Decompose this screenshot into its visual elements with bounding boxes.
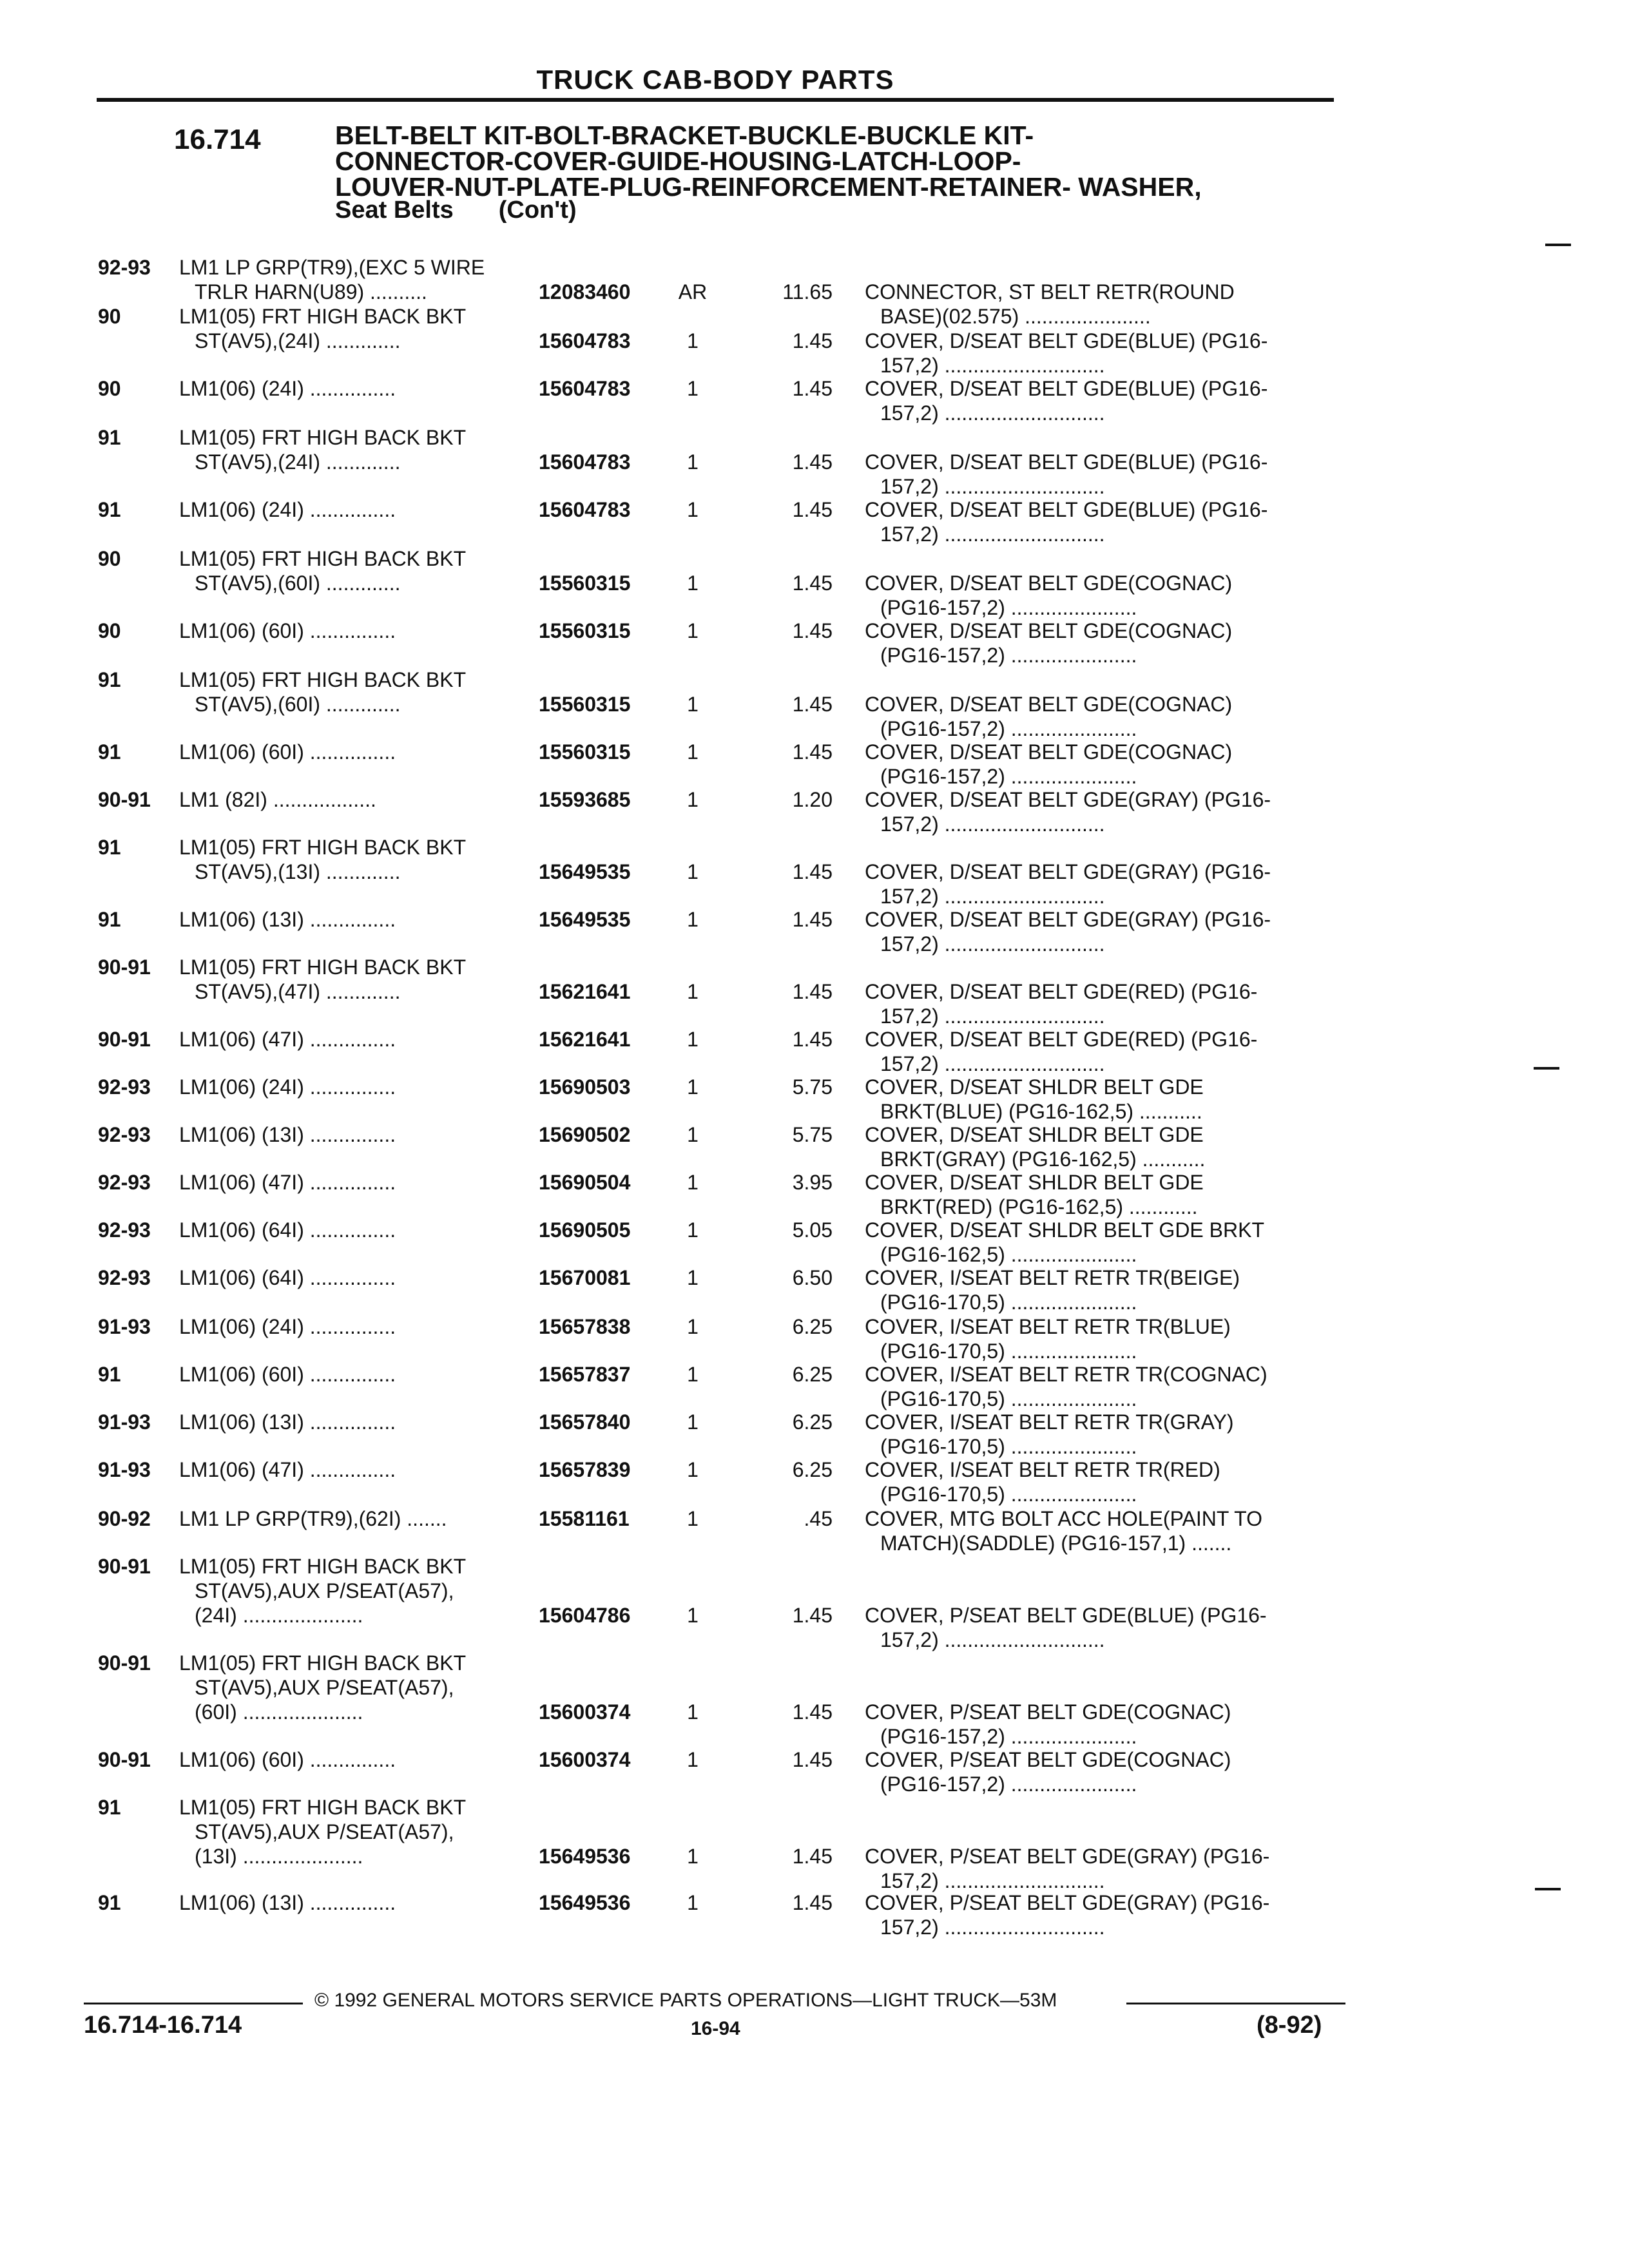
usage-line: ST(AV5),(13I) ............. [195,860,401,883]
usage-line: ST(AV5),(24I) ............. [195,329,401,352]
usage-description [179,1218,527,1242]
part-description [865,979,1335,1028]
model-years: 91 [98,908,121,931]
model-years: 91 [98,426,121,449]
continued-label: (Con't) [498,197,577,224]
usage-description [179,1265,527,1290]
description-line: (PG16-170,5) ...................... [880,1435,1137,1458]
model-years: 90 [98,305,121,328]
usage-line: LM1(05) FRT HIGH BACK BKT [179,426,467,449]
description-line: 157,2) ............................ [880,401,1105,425]
part-number: 15560315 [539,619,631,642]
description-line: (PG16-170,5) ...................... [880,1291,1137,1314]
quantity: 1 [687,1845,699,1868]
price: 5.75 [792,1123,833,1146]
description-line: COVER, I/SEAT BELT RETR TR(GRAY) [865,1410,1234,1434]
model-years: 91 [98,1363,121,1386]
price: 1.45 [792,693,833,716]
part-description [865,497,1335,546]
section-heading: BELT-BELT KIT-BOLT-BRACKET-BUCKLE-BUCKLE KIT- CONNECTOR-COVER-GUIDE-HOUSING-LATCH-LOOP- LOUVER-NUT-PLATE-PLUG-REINFORCEMENT-RETAINER- WASHER, [335,120,1202,202]
usage-description [179,425,527,474]
header-rule [97,98,1334,102]
footer-rule-right [1126,2003,1345,2004]
quantity: AR [678,280,708,303]
usage-description [179,1795,527,1869]
quantity: 1 [687,329,699,352]
quantity: 1 [687,1410,699,1434]
model-years: 90-91 [98,788,151,811]
model-years: 92-93 [98,256,151,279]
description-line: (PG16-157,2) ...................... [880,1773,1137,1796]
edge-tick-mark [1545,244,1571,246]
part-description [865,1457,1335,1506]
price: 1.45 [792,980,833,1003]
part-number: 15657838 [539,1315,631,1338]
part-description [865,1506,1335,1555]
part-number: 15649535 [539,908,631,931]
part-description [865,1170,1335,1219]
quantity: 1 [687,740,699,764]
usage-description [179,1410,527,1434]
description-line: BASE)(02.575) ...................... [880,305,1151,328]
price: 1.45 [792,450,833,474]
part-number: 15560315 [539,693,631,716]
part-number: 15657839 [539,1458,631,1481]
part-description [865,571,1335,620]
part-description [865,1265,1335,1314]
part-description [865,376,1335,425]
usage-line: LM1(06) (24I) ............... [179,1075,396,1099]
usage-description [179,787,527,812]
part-description [865,619,1335,668]
part-description [865,1362,1335,1411]
model-years: 91-93 [98,1315,151,1338]
usage-line: LM1(06) (60I) ............... [179,1363,396,1386]
model-years: 90-91 [98,1028,151,1051]
price: 1.45 [792,1700,833,1724]
quantity: 1 [687,1891,699,1914]
usage-line: LM1(06) (24I) ............... [179,1315,396,1338]
description-line: COVER, D/SEAT SHLDR BELT GDE BRKT [865,1218,1264,1242]
description-line: 157,2) ............................ [880,354,1105,377]
quantity: 1 [687,1075,699,1099]
description-line: COVER, P/SEAT BELT GDE(GRAY) (PG16- [865,1845,1270,1868]
description-line: COVER, D/SEAT BELT GDE(COGNAC) [865,619,1233,642]
description-line: (PG16-162,5) ...................... [880,1243,1137,1266]
quantity: 1 [687,1458,699,1481]
part-number: 15690504 [539,1171,631,1194]
quantity: 1 [687,1028,699,1051]
description-line: BRKT(BLUE) (PG16-162,5) ........... [880,1100,1202,1123]
part-number: 15600374 [539,1748,631,1771]
part-number: 15604786 [539,1604,631,1627]
part-number: 15604783 [539,498,631,521]
usage-line: LM1(06) (13I) ............... [179,908,396,931]
part-number: 15600374 [539,1700,631,1724]
description-line: 157,2) ............................ [880,475,1105,498]
usage-line: LM1(05) FRT HIGH BACK BKT [179,305,467,328]
usage-line: LM1(06) (64I) ............... [179,1218,396,1242]
model-years: 91-93 [98,1458,151,1481]
part-number: 15690502 [539,1123,631,1146]
part-number: 15560315 [539,740,631,764]
part-description [865,1844,1335,1893]
description-line: 157,2) ............................ [880,812,1105,836]
part-number: 15621641 [539,1028,631,1051]
usage-line: ST(AV5),AUX P/SEAT(A57), [195,1820,454,1843]
quantity: 1 [687,1748,699,1771]
usage-line: LM1 (82I) .................. [179,788,376,811]
price: 1.45 [792,860,833,883]
usage-line: LM1(06) (47I) ............... [179,1458,396,1481]
price: 1.45 [792,1748,833,1771]
description-line: (PG16-170,5) ...................... [880,1387,1137,1410]
part-number: 15657840 [539,1410,631,1434]
part-description [865,1410,1335,1459]
description-line: COVER, I/SEAT BELT RETR TR(RED) [865,1458,1220,1481]
price: 6.25 [792,1363,833,1386]
quantity: 1 [687,1507,699,1530]
model-years: 91-93 [98,1410,151,1434]
description-line: BRKT(RED) (PG16-162,5) ............ [880,1195,1198,1218]
edge-tick-mark [1535,1888,1561,1890]
description-line: COVER, D/SEAT BELT GDE(BLUE) (PG16- [865,377,1268,400]
usage-description [179,1747,527,1772]
description-line: 157,2) ............................ [880,932,1105,956]
footer-section-range: 16.714-16.714 [84,2012,242,2039]
description-line: 157,2) ............................ [880,1004,1105,1028]
part-number: 15649536 [539,1845,631,1868]
description-line: CONNECTOR, ST BELT RETR(ROUND [865,280,1235,303]
price: 1.45 [792,908,833,931]
quantity: 1 [687,1218,699,1242]
description-line: COVER, D/SEAT BELT GDE(COGNAC) [865,693,1233,716]
description-line: 157,2) ............................ [880,1052,1105,1075]
part-description [865,692,1335,741]
model-years: 91 [98,740,121,764]
usage-line: ST(AV5),(47I) ............. [195,980,401,1003]
usage-line: LM1(06) (64I) ............... [179,1266,396,1289]
part-description [865,860,1335,908]
footer-page-number: 16-94 [691,2018,740,2039]
model-years: 90-91 [98,956,151,979]
quantity: 1 [687,1123,699,1146]
usage-line: ST(AV5),(24I) ............. [195,450,401,474]
price: 1.45 [792,1845,833,1868]
usage-description [179,835,527,884]
description-line: (PG16-157,2) ...................... [880,1725,1137,1748]
usage-line: LM1(05) FRT HIGH BACK BKT [179,956,467,979]
part-description [865,1314,1335,1363]
quantity: 1 [687,908,699,931]
footer-rule-left [84,2003,303,2004]
usage-line: LM1(06) (13I) ............... [179,1123,396,1146]
quantity: 1 [687,498,699,521]
usage-description [179,668,527,716]
model-years: 92-93 [98,1075,151,1099]
part-description [865,1747,1335,1796]
model-years: 91 [98,498,121,521]
description-line: COVER, D/SEAT SHLDR BELT GDE [865,1123,1204,1146]
usage-line: ST(AV5),(60I) ............. [195,693,401,716]
usage-line: LM1(05) FRT HIGH BACK BKT [179,668,467,691]
usage-line: (60I) ..................... [195,1700,363,1724]
footer-date: (8-92) [1257,2012,1322,2039]
part-number: 12083460 [539,280,631,303]
usage-line: ST(AV5),AUX P/SEAT(A57), [195,1676,454,1699]
usage-line: LM1(05) FRT HIGH BACK BKT [179,547,467,570]
section-number: 16.714 [174,124,261,155]
model-years: 92-93 [98,1218,151,1242]
description-line: 157,2) ............................ [880,885,1105,908]
part-description [865,329,1335,378]
part-number: 15670081 [539,1266,631,1289]
usage-line: LM1(06) (24I) ............... [179,498,396,521]
usage-line: LM1(05) FRT HIGH BACK BKT [179,1651,467,1675]
description-line: 157,2) ............................ [880,1628,1105,1651]
description-line: (PG16-170,5) ...................... [880,1483,1137,1506]
part-number: 15690505 [539,1218,631,1242]
price: 1.20 [792,788,833,811]
quantity: 1 [687,1700,699,1724]
description-line: 157,2) ............................ [880,523,1105,546]
part-description [865,907,1335,956]
description-line: COVER, P/SEAT BELT GDE(COGNAC) [865,1748,1231,1771]
part-number: 15581161 [539,1507,630,1530]
part-description [865,1700,1335,1749]
model-years: 92-93 [98,1123,151,1146]
usage-line: ST(AV5),AUX P/SEAT(A57), [195,1579,454,1602]
description-line: COVER, D/SEAT BELT GDE(BLUE) (PG16- [865,450,1268,474]
part-description [865,1603,1335,1652]
usage-line: LM1(06) (47I) ............... [179,1171,396,1194]
model-years: 90-91 [98,1748,151,1771]
description-line: 157,2) ............................ [880,1916,1105,1939]
usage-description [179,1457,527,1482]
usage-description [179,1554,527,1628]
description-line: COVER, I/SEAT BELT RETR TR(BEIGE) [865,1266,1240,1289]
usage-description [179,907,527,932]
part-number: 15621641 [539,980,631,1003]
usage-description [179,1506,527,1531]
usage-line: LM1(06) (24I) ............... [179,377,396,400]
quantity: 1 [687,572,699,595]
price: 1.45 [792,619,833,642]
usage-description [179,619,527,643]
quantity: 1 [687,450,699,474]
part-number: 15560315 [539,572,631,595]
model-years: 91 [98,1891,121,1914]
part-description [865,740,1335,789]
usage-line: TRLR HARN(U89) .......... [195,280,427,303]
usage-description [179,955,527,1004]
description-line: COVER, D/SEAT BELT GDE(RED) (PG16- [865,980,1258,1003]
usage-line: (13I) ..................... [195,1845,363,1868]
model-years: 90 [98,377,121,400]
description-line: (PG16-157,2) ...................... [880,644,1137,667]
usage-description [179,1027,527,1052]
subheading-text: Seat Belts [335,197,454,224]
model-years: 91 [98,1796,121,1819]
description-line: COVER, D/SEAT BELT GDE(COGNAC) [865,572,1233,595]
price: 6.25 [792,1458,833,1481]
usage-line: LM1(05) FRT HIGH BACK BKT [179,1796,467,1819]
part-description [865,1890,1335,1939]
price: 1.45 [792,572,833,595]
page-header-title: TRUCK CAB-BODY PARTS [536,64,894,95]
price: 1.45 [792,740,833,764]
description-line: (PG16-157,2) ...................... [880,717,1137,740]
description-line: COVER, I/SEAT BELT RETR TR(BLUE) [865,1315,1231,1338]
usage-description [179,255,527,304]
edge-tick-mark [1534,1067,1559,1070]
model-years: 90 [98,619,121,642]
quantity: 1 [687,788,699,811]
description-line: MATCH)(SADDLE) (PG16-157,1) ....... [880,1532,1232,1555]
description-line: COVER, P/SEAT BELT GDE(GRAY) (PG16- [865,1891,1270,1914]
price: 3.95 [792,1171,833,1194]
part-description [865,1075,1335,1124]
usage-line: (24I) ..................... [195,1604,363,1627]
part-number: 15604783 [539,377,631,400]
usage-description [179,1651,527,1724]
part-description [865,450,1335,499]
quantity: 1 [687,1171,699,1194]
description-line: COVER, MTG BOLT ACC HOLE(PAINT TO [865,1507,1263,1530]
usage-line: LM1(06) (60I) ............... [179,1748,396,1771]
price: 6.50 [792,1266,833,1289]
usage-line: LM1(05) FRT HIGH BACK BKT [179,836,467,859]
price: 1.45 [792,1891,833,1914]
quantity: 1 [687,1363,699,1386]
description-line: 157,2) ............................ [880,1869,1105,1892]
section-subheading [335,197,577,224]
part-number: 15649536 [539,1891,631,1914]
quantity: 1 [687,1604,699,1627]
part-number: 15604783 [539,329,631,352]
part-description [865,280,1335,329]
usage-line: LM1(05) FRT HIGH BACK BKT [179,1555,467,1578]
part-number: 15604783 [539,450,631,474]
description-line: COVER, D/SEAT BELT GDE(BLUE) (PG16- [865,329,1268,352]
description-line: (PG16-157,2) ...................... [880,765,1137,788]
price: 6.25 [792,1315,833,1338]
model-years: 90-92 [98,1507,151,1530]
description-line: COVER, I/SEAT BELT RETR TR(COGNAC) [865,1363,1268,1386]
usage-description [179,497,527,522]
description-line: COVER, D/SEAT BELT GDE(COGNAC) [865,740,1233,764]
description-line: COVER, D/SEAT BELT GDE(GRAY) (PG16- [865,908,1271,931]
usage-line: LM1(06) (13I) ............... [179,1891,396,1914]
quantity: 1 [687,1266,699,1289]
description-line: BRKT(GRAY) (PG16-162,5) ........... [880,1148,1206,1171]
price: 11.65 [782,280,833,303]
price: 1.45 [792,377,833,400]
part-description [865,1122,1335,1171]
price: 5.05 [792,1218,833,1242]
part-description [865,1027,1335,1076]
description-line: COVER, D/SEAT SHLDR BELT GDE [865,1075,1204,1099]
description-line: COVER, D/SEAT BELT GDE(BLUE) (PG16- [865,498,1268,521]
usage-description [179,1075,527,1099]
quantity: 1 [687,693,699,716]
price: 6.25 [792,1410,833,1434]
quantity: 1 [687,1315,699,1338]
part-description [865,787,1335,836]
quantity: 1 [687,860,699,883]
part-number: 15690503 [539,1075,631,1099]
price: 1.45 [792,1028,833,1051]
usage-line: LM1 LP GRP(TR9),(62I) ....... [179,1507,447,1530]
usage-description [179,1314,527,1339]
model-years: 92-93 [98,1171,151,1194]
usage-description [179,376,527,401]
usage-line: LM1(06) (13I) ............... [179,1410,396,1434]
part-number: 15649535 [539,860,631,883]
description-line: COVER, D/SEAT BELT GDE(GRAY) (PG16- [865,860,1271,883]
model-years: 92-93 [98,1266,151,1289]
price: 5.75 [792,1075,833,1099]
model-years: 90 [98,547,121,570]
description-line: COVER, D/SEAT SHLDR BELT GDE [865,1171,1204,1194]
quantity: 1 [687,377,699,400]
description-line: COVER, P/SEAT BELT GDE(BLUE) (PG16- [865,1604,1267,1627]
description-line: (PG16-157,2) ...................... [880,596,1137,619]
price: 1.45 [792,329,833,352]
part-number: 15657837 [539,1363,631,1386]
quantity: 1 [687,619,699,642]
model-years: 90-91 [98,1651,151,1675]
usage-line: LM1(06) (60I) ............... [179,740,396,764]
usage-description [179,1122,527,1147]
usage-description [179,546,527,595]
description-line: COVER, P/SEAT BELT GDE(COGNAC) [865,1700,1231,1724]
price: 1.45 [792,1604,833,1627]
model-years: 91 [98,668,121,691]
usage-description [179,1170,527,1195]
description-line: COVER, D/SEAT BELT GDE(GRAY) (PG16- [865,788,1271,811]
quantity: 1 [687,980,699,1003]
model-years: 91 [98,836,121,859]
part-number: 15593685 [539,788,631,811]
part-description [865,1218,1335,1267]
price: .45 [804,1507,833,1530]
usage-line: LM1(06) (47I) ............... [179,1028,396,1051]
usage-line: ST(AV5),(60I) ............. [195,572,401,595]
model-years: 90-91 [98,1555,151,1578]
description-line: (PG16-170,5) ...................... [880,1340,1137,1363]
usage-description [179,304,527,353]
usage-description [179,740,527,764]
usage-line: LM1 LP GRP(TR9),(EXC 5 WIRE [179,256,485,279]
description-line: COVER, D/SEAT BELT GDE(RED) (PG16- [865,1028,1258,1051]
usage-description [179,1362,527,1387]
usage-description [179,1890,527,1915]
usage-line: LM1(06) (60I) ............... [179,619,396,642]
footer-copyright: © 1992 GENERAL MOTORS SERVICE PARTS OPERATIONS—LIGHT TRUCK—53M [314,1990,1057,2011]
price: 1.45 [792,498,833,521]
